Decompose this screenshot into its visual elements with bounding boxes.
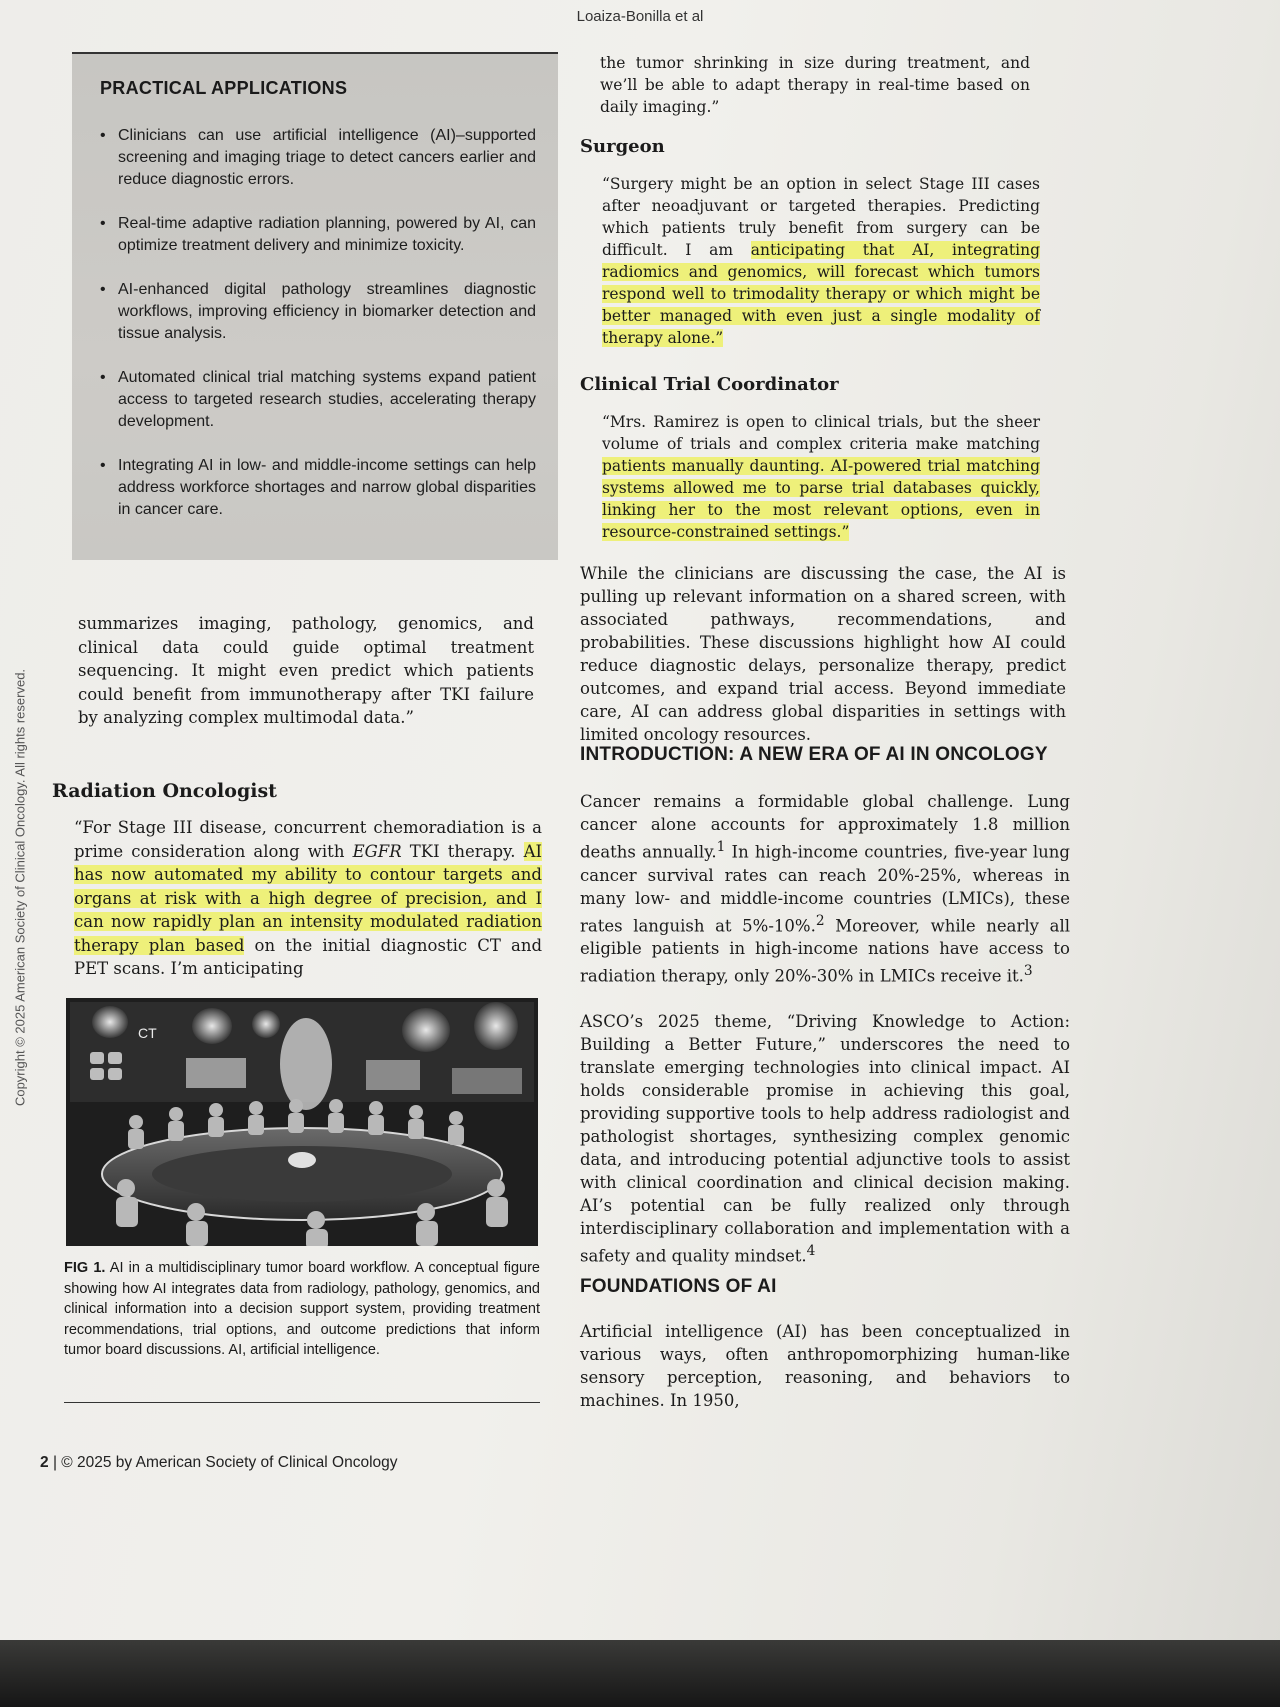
surgeon-heading: Surgeon [580, 136, 665, 157]
introduction-heading: INTRODUCTION: A NEW ERA OF AI IN ONCOLOGY [580, 744, 1048, 765]
foundations-heading: FOUNDATIONS OF AI [580, 1276, 777, 1297]
footer-separator: | [52, 1454, 57, 1471]
footer-copyright: © 2025 by American Society of Clinical Oncology [61, 1454, 398, 1471]
discussion-text: While the clinicians are discussing the case, the AI is pulling up relevant information on a shared screen, with associated pathways, recommendations, and probabilities. These discussions highlight how AI could reduce diagnostic delays, personalize therapy, predict outcomes, and expand trial access. Beyond immediate care, AI can address global disparities in settings with limited oncology resources. [580, 564, 1066, 744]
surgeon-section [580, 136, 1040, 349]
foundations-section [580, 1276, 1070, 1412]
highlighted-text: patients manually daunting. AI-powered trial matching systems allowed me to parse trial databases quickly, linking her to the most relevant options, even in resource-constrained settings.” [602, 457, 1040, 541]
foundations-paragraph-1: Artificial intelligence (AI) has been conceptualized in various ways, often anthropomorphizing human-like sensory perception, reasoning, and behaviors to machines. In 1950, [580, 1322, 1070, 1410]
left-continued-quote [78, 612, 534, 730]
introduction-paragraph-1 [580, 790, 1070, 988]
reference-3: 3 [1023, 963, 1033, 979]
text-segment: Moreover, while nearly all eligible patients in high-income nations have access to radiation therapy, only 20%-30% in LMICs receive it. [580, 916, 1070, 986]
right-continued-quote [600, 52, 1030, 118]
figure-label: FIG 1. [64, 1260, 106, 1276]
figure-rule [64, 1402, 540, 1403]
desk-background [0, 1640, 1280, 1707]
figure-1-caption [64, 1258, 540, 1361]
quote-segment: “Mrs. Ramirez is open to clinical trials, but the sheer volume of trials and complex criteria make matching [602, 413, 1040, 453]
practical-applications-list [100, 125, 536, 521]
quote-segment: “For Stage III disease, concurrent chemoradiation is a prime consideration along with [74, 818, 542, 861]
continued-quote-text: the tumor shrinking in size during treatment, and we’ll be able to adapt therapy in real-time based on daily imaging.” [600, 54, 1030, 116]
pa-item: • Real-time adaptive radiation planning, powered by AI, can optimize treatment delivery and minimize toxicity. [100, 213, 536, 257]
figure-caption-text: AI in a multidisciplinary tumor board workflow. A conceptual figure showing how AI integrates data from radiology, pathology, genomics, and clinical information into a decision support system, providing treatment recommendations, trial options, and outcome predictions that inform tumor board discussions. AI, artificial intelligence. [64, 1260, 540, 1358]
trial-coordinator-quote [602, 411, 1040, 543]
running-head: Loaiza-Bonilla et al [576, 8, 704, 25]
tumor-board-illustration [66, 998, 538, 1246]
pa-item: • AI-enhanced digital pathology streamlines diagnostic workflows, improving efficiency in biomarker detection and tissue analysis. [100, 279, 536, 345]
quote-italic-gene: EGFR [352, 841, 402, 861]
highlighted-text: AI has now automated my ability to contour targets and organs at risk with a high degree of precision, and I can now rapidly plan an intensity modulated radiation therapy plan based [74, 841, 542, 955]
radiation-oncologist-heading: Radiation Oncologist [52, 780, 277, 802]
trial-coordinator-section [580, 374, 1040, 543]
reference-4: 4 [806, 1242, 816, 1259]
text-segment: In high-income countries, five-year lung cancer survival rates can reach 20%-25%, whereas in many low- and middle-income countries (LMICs), these rates languish at 5%-10%. [580, 842, 1070, 935]
page-number: 2 [40, 1454, 49, 1471]
vertical-copyright-notice: Copyright © 2025 American Society of Clinical Oncology. All rights reserved. [12, 668, 28, 1107]
figure-1-image [66, 998, 538, 1246]
trial-coordinator-heading: Clinical Trial Coordinator [580, 374, 839, 395]
continued-quote-text: summarizes imaging, pathology, genomics, and clinical data could guide optimal treatment sequencing. It might even predict which patients could benefit from immunotherapy after TKI failure by analyzing complex multimodal data.” [78, 614, 534, 727]
surgeon-quote [602, 173, 1040, 349]
quote-segment: TKI therapy. [401, 841, 524, 861]
quote-segment: “Surgery might be an option in select Stage III cases after neoadjuvant or targeted therapies. Predicting which patients truly benefit from surgery can be difficult. I am [602, 175, 1040, 259]
page-footer [40, 1454, 398, 1472]
figure-ct-label: CT [138, 1025, 157, 1041]
pa-item: • Integrating AI in low- and middle-income settings can help address workforce shortages and narrow global disparities in cancer care. [100, 455, 536, 521]
discussion-paragraph [580, 562, 1066, 746]
practical-applications-box [72, 52, 558, 560]
quote-segment: on the initial diagnostic CT and PET scans. I’m anticipating [74, 935, 543, 978]
radiation-oncologist-quote [74, 816, 542, 981]
pa-item: • Automated clinical trial matching systems expand patient access to targeted research studies, accelerating therapy development. [100, 367, 536, 433]
introduction-section [580, 744, 1070, 1267]
reference-1: 1 [716, 839, 726, 855]
highlighted-text: anticipating that AI, integrating radiomics and genomics, will forecast which tumors respond well to trimodality therapy or which might be better managed with even just a single modality of therapy alone.” [602, 241, 1041, 347]
reference-2: 2 [815, 912, 825, 929]
introduction-paragraph-2 [580, 1010, 1070, 1268]
text-segment: ASCO’s 2025 theme, “Driving Knowledge to Action: Building a Better Future,” underscores the need to translate emerging technologies into clinical impact. AI holds considerable promise in achieving this goal, providing supportive tools to help address radiologist and pathologist shortages, synthesizing complex genomic data, and introducing potential adjunctive tools to assist with clinical coordination and clinical decision making. AI’s potential can be fully realized only through interdisciplinary collaboration and implementation with a safety and quality mindset. [580, 1011, 1070, 1265]
radiation-oncologist-section [52, 780, 542, 981]
text-segment: Cancer remains a formidable global challenge. Lung cancer alone accounts for approximately 1.8 million deaths annually. [580, 792, 1070, 862]
practical-applications-title: PRACTICAL APPLICATIONS [100, 78, 348, 98]
pa-item: • Clinicians can use artificial intelligence (AI)–supported screening and imaging triage to detect cancers earlier and reduce diagnostic errors. [100, 125, 536, 191]
